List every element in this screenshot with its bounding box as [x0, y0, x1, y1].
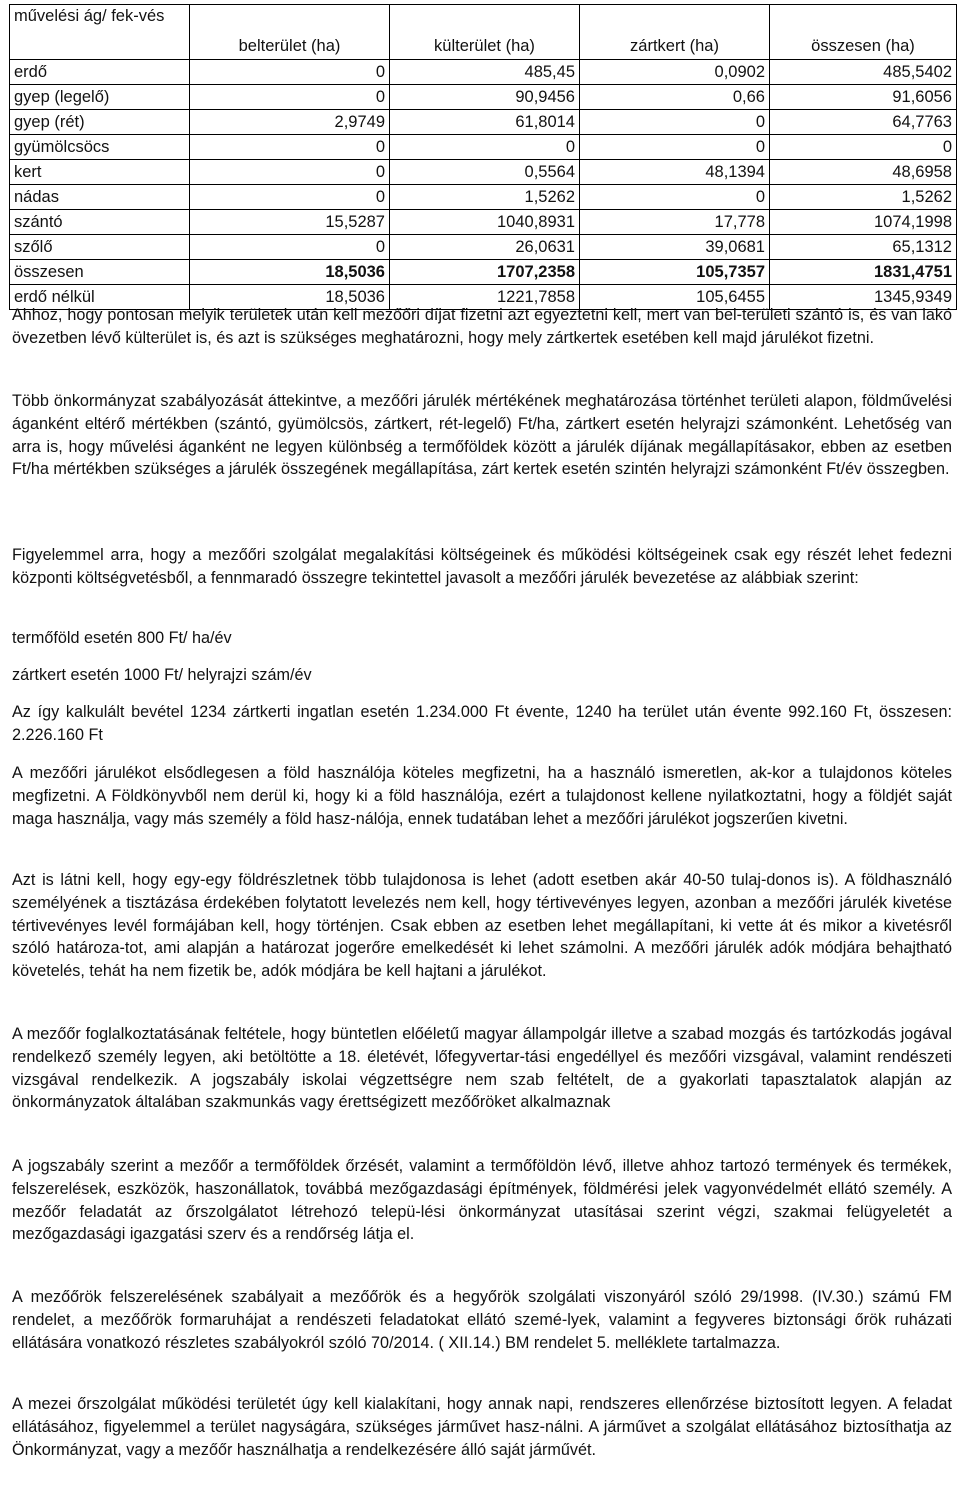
table-cell: 1040,8931: [390, 210, 580, 235]
table-cell: 0: [190, 85, 390, 110]
table-cell: 0: [580, 135, 770, 160]
row-label: szőlő: [10, 235, 190, 260]
table-cell: 1,5262: [770, 185, 957, 210]
table-cell: 1345,9349: [770, 285, 957, 310]
row-label: kert: [10, 160, 190, 185]
paragraph-area-clarification: Ahhoz, hogy pontosan melyik területek után kell mezőőri díjat fizetni azt egyeztetni kell, mert van bel-területi szántó is, és van lakó övezetben lévő külterület is, és azt is szükséges meghatározni, hogy mely zártkertek esetében kell majd járulékot fizetni.: [12, 306, 952, 347]
table-cell: 1221,7858: [390, 285, 580, 310]
row-label: gyep (rét): [10, 110, 190, 135]
table-cell: 18,5036: [190, 260, 390, 285]
table-cell: 1831,4751: [770, 260, 957, 285]
table-cell: 48,1394: [580, 160, 770, 185]
paragraph-ranger-requirements: A mezőőr foglalkoztatásának feltétele, hogy büntetlen előéletű magyar állampolgár illetve a szabad mozgás és tartózkodás jogával rendelkező személy legyen, aki betöltötte a 18. életévét, lőfegyvertar-tási engedéllyel és mezőőri vizsgával, valamint rendészeti vizsgával rendelkezik. A jogszabály iskolai végzettségre nem szab feltételt, de a gyakorlati tapasztalatok alapján az önkormányzatok általában szakmunkás vagy érettségizett mezőőröket alkalmaznak: [12, 1025, 952, 1112]
paragraph-calculated-revenue: Az így kalkulált bevétel 1234 zártkerti ingatlan esetén 1.234.000 Ft évente, 1240 ha terület után évente 992.160 Ft, összesen: 2.226.160 Ft: [12, 703, 952, 744]
table-cell: 2,9749: [190, 110, 390, 135]
header-total: összesen (ha): [770, 5, 957, 60]
table-cell: 485,45: [390, 60, 580, 85]
table-cell: 0,5564: [390, 160, 580, 185]
row-label: gyümölcsöcs: [10, 135, 190, 160]
paragraph-multiple-owners: Azt is látni kell, hogy egy-egy földrészletnek több tulajdonosa is lehet (adott esetben akár 40-50 tulaj-donos is). A földhasználó személyének a tisztázása érdekében folytatott levelezés nem kell, hogy tértivevényes legyen, azonban a mezőőri járulék kivetése tértivevényes levél formájában kell, hogy történjen. Csak ebben az esetben lehet megállapítani, ki vette át és mikor a kivetésről szóló határoza-tot, ami alapján a határozat jogerőre emelkedését ki lehet számolni. A mezőőri járulék adók módjára behajtható követelés, tehát ha nem fizetik be, adók módjára be kell hajtani a járulékot.: [12, 871, 952, 981]
paragraph-fee-calculation-methods: Több önkormányzat szabályozását áttekintve, a mezőőri járulék mértékének meghatározása történhet területi alapon, földművelési áganként eltérő mértékben (szántó, gyümölcsös, zártkert, rét-legelő) Ft/ha, zártkert esetén helyrajzi számonként. Lehetőség van arra is, hogy művelési áganként ne legyen különbség a termőföldek között a járulék díjának megállapításakor, ebben az esetben Ft/ha mértékben szükséges a járulék összegének megállapítása, zárt kertek esetén szintén helyrajzi számonként Ft/év összegben.: [12, 392, 952, 479]
table-cell: 0,0902: [580, 60, 770, 85]
table-cell: 0: [580, 185, 770, 210]
table-cell: 105,6455: [580, 285, 770, 310]
table-cell: 48,6958: [770, 160, 957, 185]
paragraph-enclosed-garden-rate: zártkert esetén 1000 Ft/ helyrajzi szám/év: [12, 666, 312, 684]
paragraph-service-area: A mezei őrszolgálat működési területét úgy kell kialakítani, hogy annak napi, rendszeres ellenőrzése biztosított legyen. A feladat ellátásához, figyelemmel a terület nagyságára, szükséges járművet hasz-nálni. A járművet a szolgálat ellátásához biztosíthatja az Önkormányzat, vagy a mezőőr használhatja a rendelkezésére álló saját járművét.: [12, 1395, 952, 1459]
table-cell: 1,5262: [390, 185, 580, 210]
table-cell: 65,1312: [770, 235, 957, 260]
table-cell: 0: [580, 110, 770, 135]
table-cell: 0: [190, 160, 390, 185]
row-label: nádas: [10, 185, 190, 210]
header-enclosed-garden: zártkert (ha): [580, 5, 770, 60]
table-cell: 0: [390, 135, 580, 160]
row-label: erdő: [10, 60, 190, 85]
table-row: [10, 185, 957, 210]
row-label: szántó: [10, 210, 190, 235]
table-row: [10, 110, 957, 135]
land-use-table: [9, 4, 957, 310]
table-cell: 26,0631: [390, 235, 580, 260]
table-cell: 17,778: [580, 210, 770, 235]
table-row: [10, 135, 957, 160]
table-row: [10, 260, 957, 285]
table-cell: 1707,2358: [390, 260, 580, 285]
table-cell: 0,66: [580, 85, 770, 110]
table-cell: 61,8014: [390, 110, 580, 135]
table-row: [10, 60, 957, 85]
paragraph-payment-obligation: A mezőőri járulékot elsődlegesen a föld használója köteles megfizetni, ha a használó ismeretlen, ak-kor a tulajdonos köteles megfizetni. A Földkönyvből nem derül ki, hogy ki a föld használója, ezért a tulajdonost kellene nyilatkoztatni, hogy a földjét saját maga használja, vagy más személy a föld hasz-nálója, ennek tudatában lehet a mezőőri járulékot jogszerűen kivetni.: [12, 764, 952, 828]
table-cell: 0: [190, 185, 390, 210]
paragraph-equipment-rules: A mezőőrök felszerelésének szabályait a mezőőrök és a hegyőrök szolgálati viszonyáról szóló 29/1998. (IV.30.) számú FM rendelet, a mezőőrök formaruhájat a rendészeti feladatokat ellátó szemé-lyek, valamint a fegyveres biztonsági őrök ruházati ellátására vonatkozó részletes szabályokról szóló 70/2014. ( XII.14.) BM rendelet 5. melléklete tartalmazza.: [12, 1288, 952, 1352]
table-cell: 105,7357: [580, 260, 770, 285]
header-outer-area: külterület (ha): [390, 5, 580, 60]
paragraph-arable-land-rate: termőföld esetén 800 Ft/ ha/év: [12, 629, 232, 647]
table-row: [10, 160, 957, 185]
table-header-row: [10, 5, 957, 60]
table-header: [10, 5, 957, 60]
table-cell: 0: [190, 135, 390, 160]
table-cell: 485,5402: [770, 60, 957, 85]
table-body: [10, 60, 957, 310]
table-cell: 0: [190, 60, 390, 85]
table-cell: 90,9456: [390, 85, 580, 110]
row-label: összesen: [10, 260, 190, 285]
table-cell: 64,7763: [770, 110, 957, 135]
row-label: gyep (legelő): [10, 85, 190, 110]
header-inner-area: belterület (ha): [190, 5, 390, 60]
paragraph-ranger-duties: A jogszabály szerint a mezőőr a termőföldek őrzését, valamint a termőföldön lévő, illetve ahhoz tartozó termények és termékek, felszerelések, eszközök, haszonállatok, továbbá mezőgazdasági építmények, földmérési jelek vagyonvédelmét ellátó személy. A mezőőr feladatát az őrszolgálatot létrehozó telepü-lési önkormányzat utasításai szerint végzi, szakmai felügyeletét a mezőgazdasági igazgatási szerv és a rendőrség látja el.: [12, 1157, 952, 1244]
table-cell: 39,0681: [580, 235, 770, 260]
table-row: [10, 235, 957, 260]
row-label: erdő nélkül: [10, 285, 190, 310]
table-row: [10, 85, 957, 110]
table-cell: 0: [770, 135, 957, 160]
table-cell: 91,6056: [770, 85, 957, 110]
table-row: [10, 210, 957, 235]
table-cell: 15,5287: [190, 210, 390, 235]
paragraph-fee-proposal: Figyelemmel arra, hogy a mezőőri szolgálat megalakítási költségeinek és működési költségeinek csak egy részét lehet fedezni központi költségvetésből, a fennmaradó összegre tekintettel javasolt a mezőőri járulék bevezetése az alábbiak szerint:: [12, 546, 952, 587]
table-cell: 1074,1998: [770, 210, 957, 235]
header-cultivation-branch: művelési ág/ fek-vés: [10, 5, 190, 60]
table-cell: 18,5036: [190, 285, 390, 310]
table-cell: 0: [190, 235, 390, 260]
